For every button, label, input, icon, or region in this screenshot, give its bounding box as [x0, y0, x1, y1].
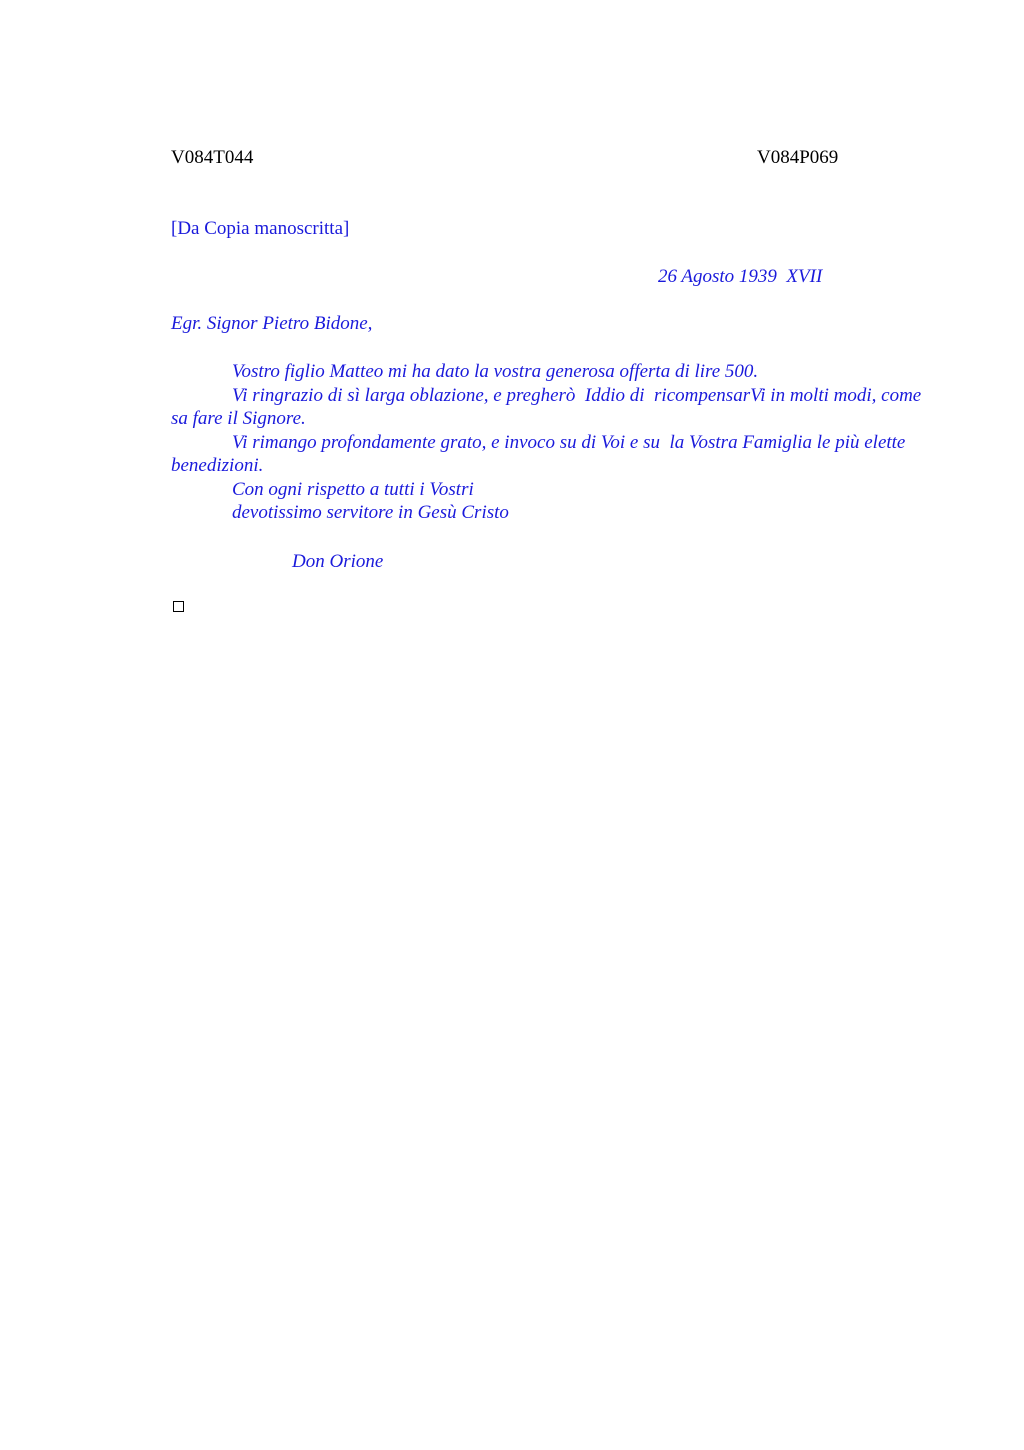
square-outline-icon: [173, 601, 184, 612]
letter-signature: Don Orione: [292, 551, 384, 572]
letter-paragraph: Vi ringrazio di sì larga oblazione, e pregherò Iddio di ricompensarVi in molti modi, come sa fare il Signore.: [171, 384, 931, 429]
letter-paragraph: Vi rimango profondamente grato, e invoco su di Voi e su la Vostra Famiglia le più elette benedizioni.: [171, 431, 911, 476]
volume-page-reference: V084P069: [757, 147, 839, 168]
letter-date: 26 Agosto 1939 XVII: [658, 266, 823, 287]
source-note: [Da Copia manoscritta]: [171, 218, 350, 239]
volume-text-reference: V084T044: [171, 147, 254, 168]
letter-paragraph: Vostro figlio Matteo mi ha dato la vostra generosa offerta di lire 500.: [232, 361, 759, 382]
closing-line: devotissimo servitore in Gesù Cristo: [232, 502, 509, 523]
closing-line: Con ogni rispetto a tutti i Vostri: [232, 478, 474, 500]
letter-body: [171, 360, 931, 525]
letter-salutation: Egr. Signor Pietro Bidone,: [171, 313, 373, 334]
